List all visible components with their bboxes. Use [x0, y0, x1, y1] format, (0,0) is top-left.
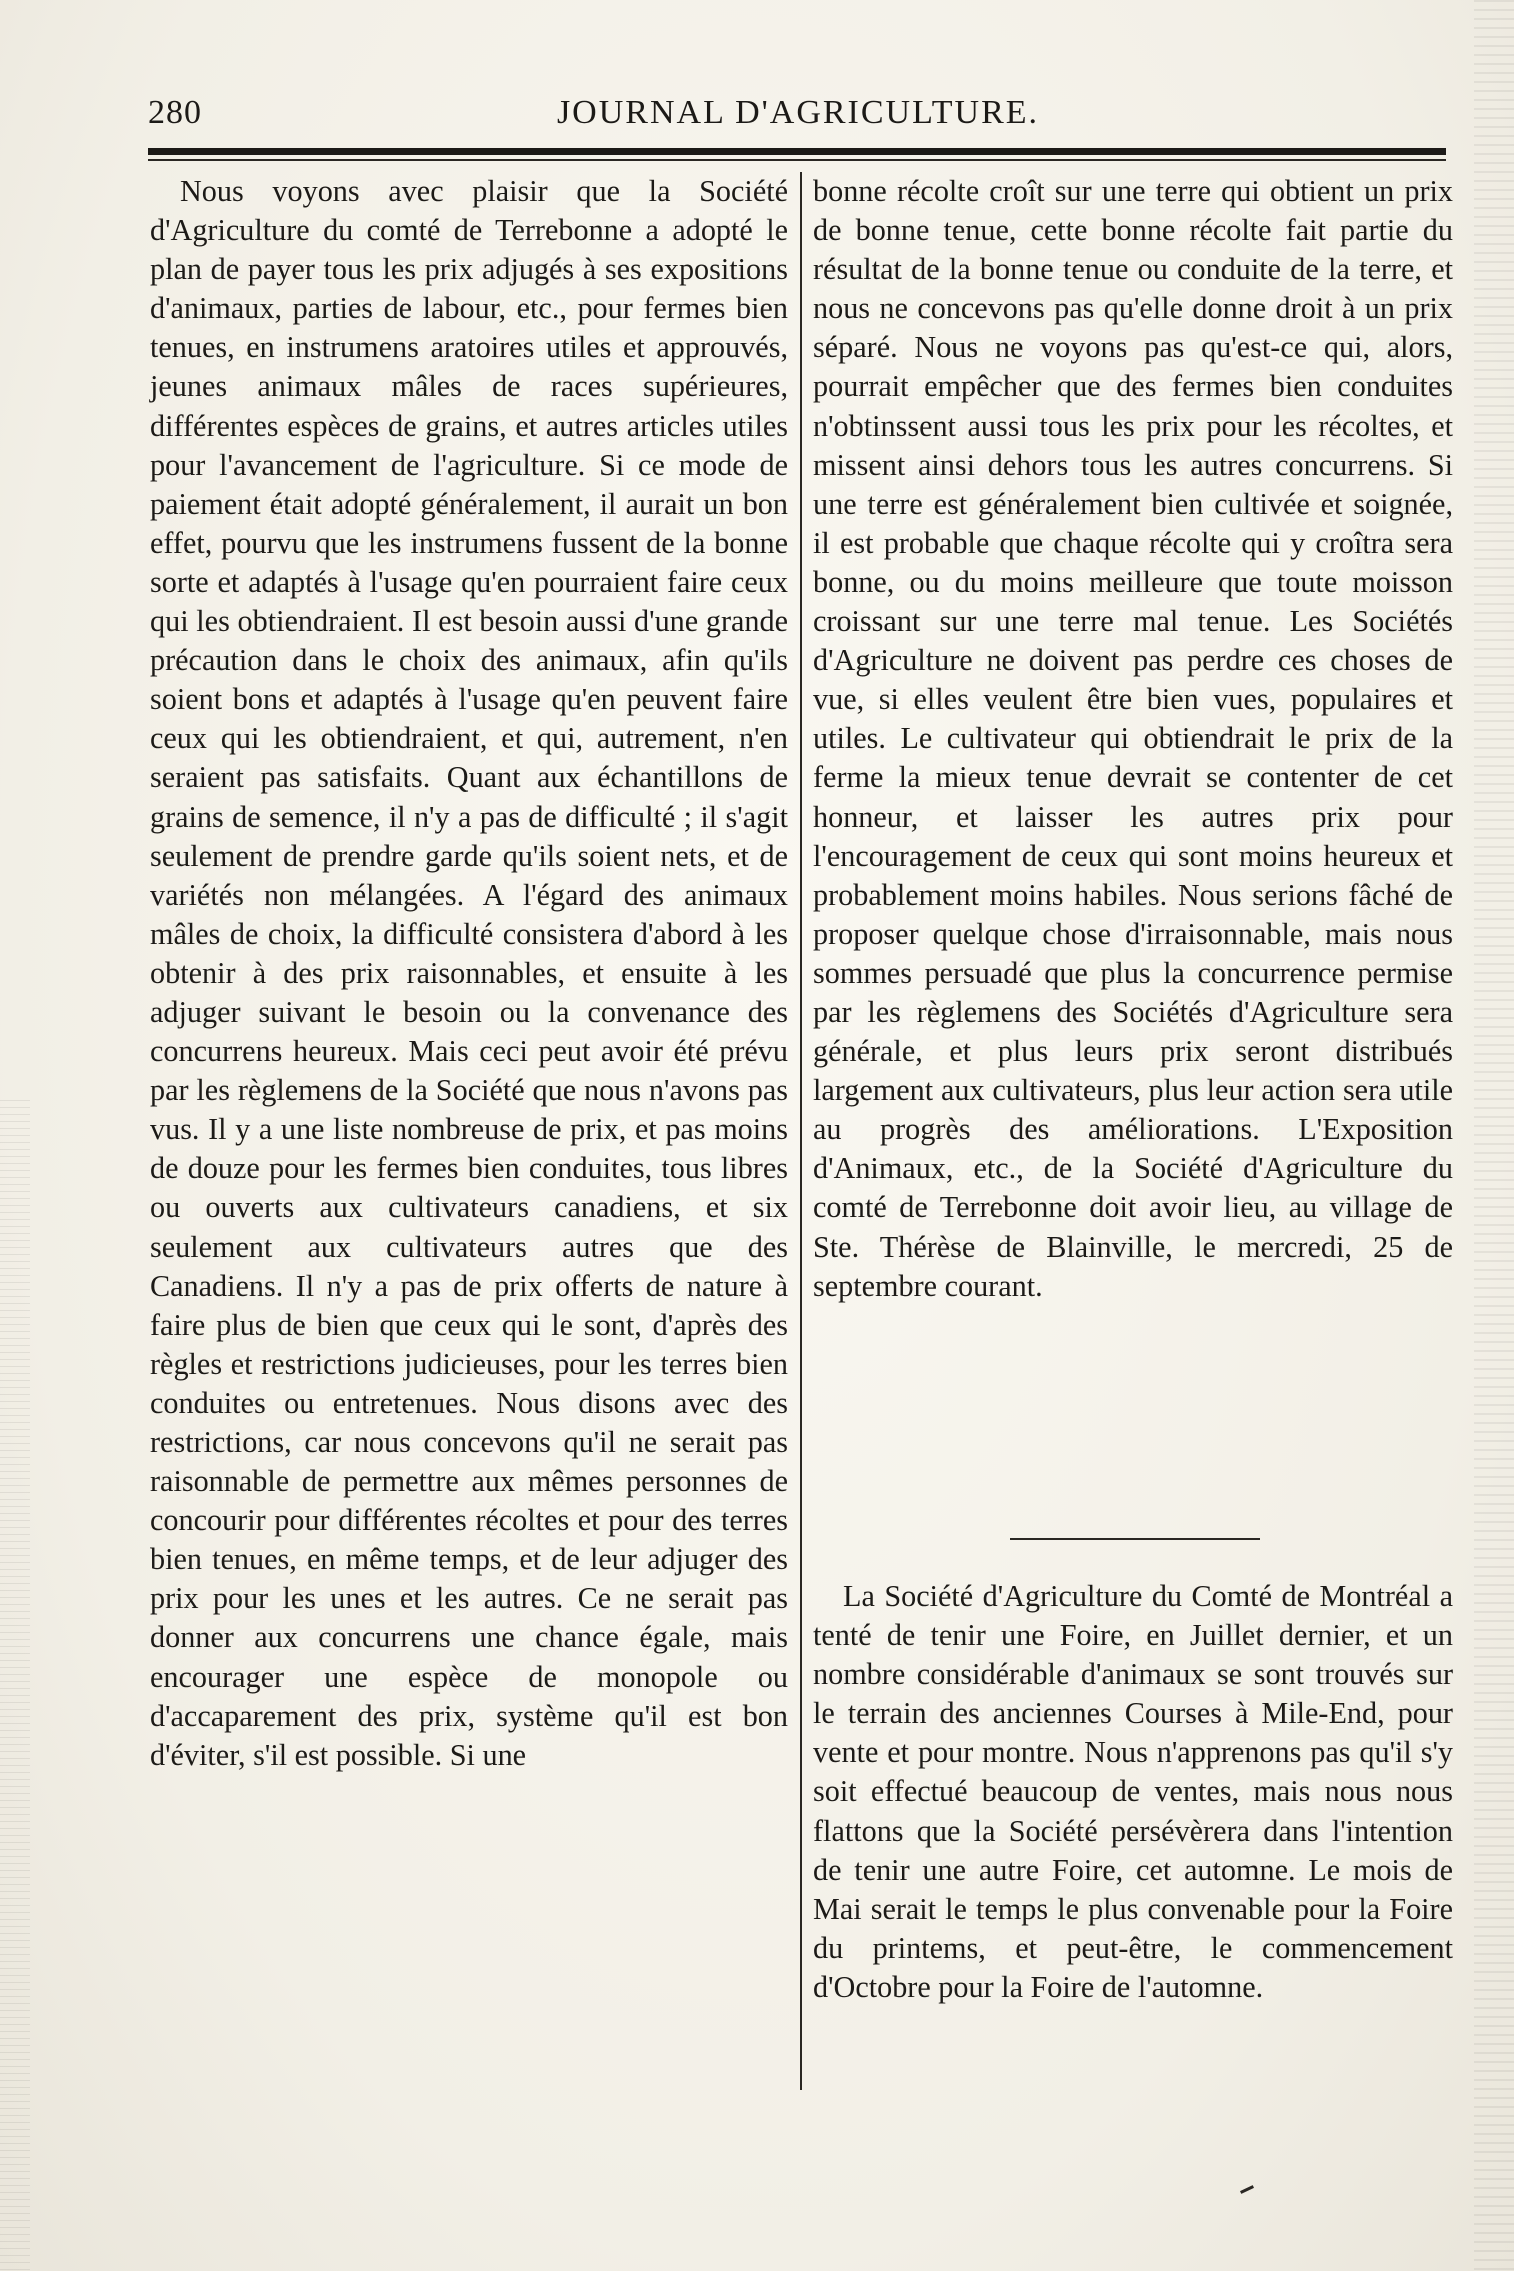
page-number: 280: [148, 94, 202, 131]
scan-edge-right: [1474, 0, 1514, 2271]
left-column: [150, 172, 788, 1775]
second-article: [813, 1577, 1453, 2007]
page-header: [148, 94, 1448, 144]
scan-edge-left: [0, 1100, 30, 2271]
section-separator: [1010, 1538, 1260, 1540]
header-rule-thick: [148, 148, 1446, 155]
article-paragraph: Nous voyons avec plaisir que la Société d'Agriculture du comté de Terrebonne a adopté le plan de payer tous les prix adjugés à ses expositions d'animaux, parties de labour, etc., pour fermes bien tenues, en instrumens aratoires utiles et approuvés, jeunes animaux mâles de races supérieures, différentes espèces de grains, et autres articles utiles pour l'avancement de l'agriculture. Si ce mode de paiement était adopté généralement, il aurait un bon effet, pourvu que les instrumens fussent de la bonne sorte et adaptés à l'usage qu'en pourraient faire ceux qui les obtiendraient. Il est besoin aussi d'une grande précaution dans le choix des animaux, afin qu'ils soient bons et adaptés à l'usage qu'en peuvent faire ceux qui les obtiendraient, et qui, autrement, n'en seraient pas satisfaits. Quant aux échantillons de grains de semence, il n'y a pas de difficulté ; il s'agit seulement de prendre garde qu'ils soient nets, et de variétés non mélangées. A l'égard des animaux mâles de choix, la difficulté consistera d'abord à les obtenir à des prix raisonnables, et ensuite à les adjuger suivant le besoin ou la convenance des concurrens heureux. Mais ceci peut avoir été prévu par les règlemens de la Société que nous n'avons pas vus. Il y a une liste nombreuse de prix, et pas moins de douze pour les fermes bien conduites, tous libres ou ouverts aux cultivateurs canadiens, et six seulement aux cultivateurs autres que des Canadiens. Il n'y a pas de prix offerts de nature à faire plus de bien que ceux qui le sont, d'après des règles et restrictions judicieuses, pour les terres bien conduites ou entretenues. Nous disons avec des restrictions, car nous concevons qu'il ne serait pas raisonnable de permettre aux mêmes personnes de concourir pour différentes récoltes et pour des terres bien tenues, en même temps, et de leur adjuger des prix pour les unes et les autres. Ce ne serait pas donner aux concurrens une chance égale, mais encourager une espèce de monopole ou d'accaparement des prix, système qu'il est bon d'éviter, s'il est possible. Si une: [150, 174, 788, 1772]
header-rule-thin: [148, 159, 1446, 161]
ink-mark: [1240, 2185, 1254, 2194]
right-column: [813, 172, 1453, 1306]
second-article-paragraph: La Société d'Agriculture du Comté de Montréal a tenté de tenir une Foire, en Juillet dernier, et un nombre considérable d'animaux se sont trouvés sur le terrain des anciennes Courses à Mile-End, pour vente et pour montre. Nous n'apprenons pas qu'il s'y soit effectué beaucoup de ventes, mais nous nous flattons que la Société persévèrera dans l'intention de tenir une autre Foire, cet automne. Le mois de Mai serait le temps le plus convenable pour la Foire du printems, et peut-être, le commencement d'Octobre pour la Foire de l'automne.: [813, 1579, 1453, 2004]
running-title: JOURNAL D'AGRICULTURE.: [556, 94, 1040, 131]
column-divider: [800, 172, 802, 2090]
continued-paragraph: bonne récolte croît sur une terre qui obtient un prix de bonne tenue, cette bonne récolte fait partie du résultat de la bonne tenue ou conduite de la terre, et nous ne concevons pas qu'elle donne droit à un prix séparé. Nous ne voyons pas qu'est-ce qui, alors, pourrait empêcher que des fermes bien conduites n'obtinssent aussi tous les prix pour les récoltes, et missent ainsi dehors tous les autres concurrens. Si une terre est généralement bien cultivée et soignée, il est probable que chaque récolte qui y croîtra sera bonne, ou du moins meilleure que toute moisson croissant sur une terre mal tenue. Les Sociétés d'Agriculture ne doivent pas perdre ces choses de vue, si elles veulent être bien vues, populaires et utiles. Le cultivateur qui obtiendrait le prix de la ferme la mieux tenue devrait se contenter de cet honneur, et laisser les autres prix pour l'encouragement de ceux qui sont moins heureux et probablement moins habiles. Nous serions fâché de proposer quelque chose d'irraisonnable, mais nous sommes persuadé que plus la concurrence permise par les règlemens des Sociétés d'Agriculture sera générale, et plus leurs prix seront distribués largement aux cultivateurs, plus leur action sera utile au progrès des améliorations. L'Exposition d'Animaux, etc., de la Société d'Agriculture du comté de Terrebonne doit avoir lieu, au village de Ste. Thérèse de Blainville, le mercredi, 25 de septembre courant.: [813, 174, 1453, 1303]
